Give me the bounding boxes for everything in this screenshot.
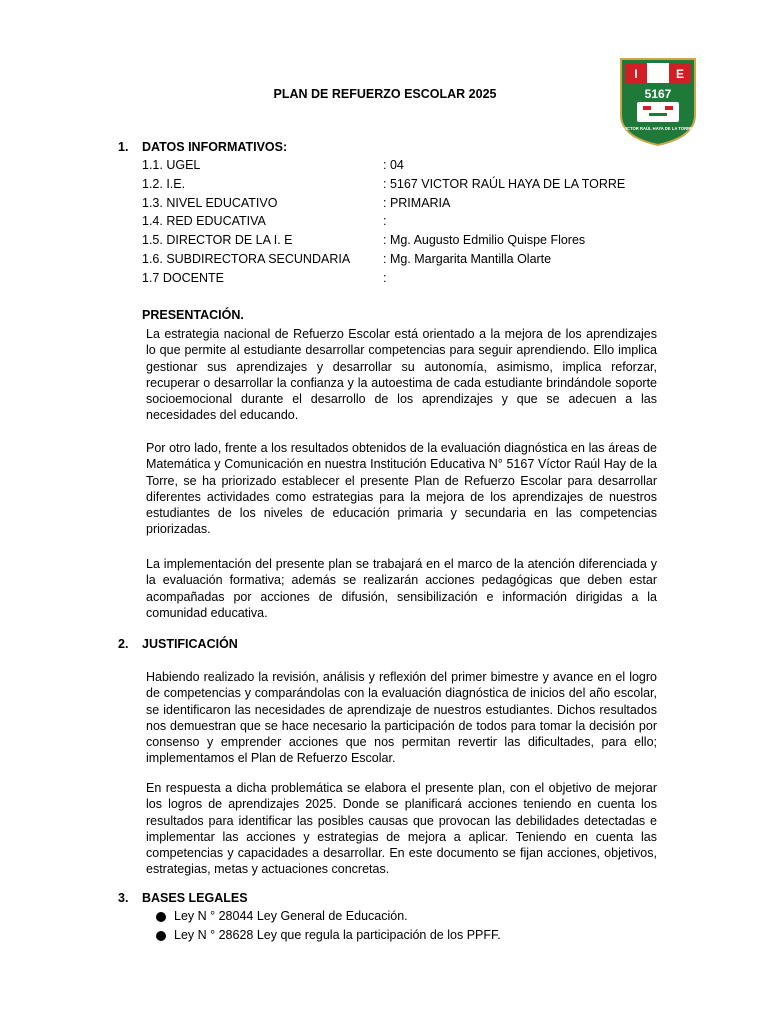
presentacion-paragraph-2: Por otro lado, frente a los resultados obtenidos de la evaluación diagnóstica en las áreas de Matemática y Comunicación en nuestra Institución Educativa N° 5167 Víctor Raúl Hay de la Torre, se ha priorizado establecer el presente Plan de Refuerzo Escolar para desarrollar diferentes actividades como estrategias para la mejora de los aprendizajes de nuestros estudiantes de los niveles de educación primaria y secundaria en las competencias priorizadas.: [146, 441, 657, 537]
section-3-heading: BASES LEGALES: [142, 891, 248, 905]
info-value: : PRIMARIA: [383, 196, 451, 210]
info-row-ie: [142, 177, 662, 195]
info-label: 1.1. UGEL: [142, 158, 201, 172]
section-2-number: 2.: [118, 637, 129, 651]
info-label: 1.2. I.E.: [142, 177, 186, 191]
info-value: : Mg. Margarita Mantilla Olarte: [383, 252, 552, 266]
presentacion-paragraph-3: La implementación del presente plan se trabajará en el marco de la atención diferenciada y la evaluación formativa; además se realizarán acciones pedagógicas que deben estar acompañadas por acciones de difusión, sensibilización e información dirigidas a la comunidad educativa.: [146, 557, 657, 620]
info-label: 1.4. RED EDUCATIVA: [142, 214, 266, 228]
info-value: :: [383, 271, 387, 285]
info-value: :: [383, 214, 387, 228]
info-label: 1.3. NIVEL EDUCATIVO: [142, 196, 278, 210]
list-item-text: Ley N ° 28044 Ley General de Educación.: [174, 909, 408, 923]
info-row-red: [142, 214, 662, 232]
section-1-heading: DATOS INFORMATIVOS:: [142, 140, 288, 154]
school-logo: [619, 57, 697, 147]
info-value: : 5167 VICTOR RAÚL HAYA DE LA TORRE: [383, 177, 626, 191]
svg-text:E: E: [675, 67, 685, 81]
info-label: 1.6. SUBDIRECTORA SECUNDARIA: [142, 252, 351, 266]
presentacion-heading: PRESENTACIÓN.: [142, 308, 244, 322]
section-1-number: 1.: [118, 140, 129, 154]
svg-text:I: I: [634, 67, 638, 81]
info-label: 1.5. DIRECTOR DE LA I. E: [142, 233, 293, 247]
info-row-nivel: [142, 196, 662, 214]
info-row-subdirectora: [142, 252, 662, 270]
info-row-director: [142, 233, 662, 251]
bullet-icon: [156, 912, 166, 922]
justificacion-paragraph-2: En respuesta a dicha problemática se elabora el presente plan, con el objetivo de mejorar los logros de aprendizajes 2025. Donde se planificará acciones teniendo en cuenta los resultados para identificar las posibles causas que provocan las debilidades detectadas e implementar las acciones y estrategias de mejora a aplicar. Teniendo en cuenta las competencias y capacidades a desarrollar. En este documento se fijan acciones, objetivos, estrategias, metas y actuaciones concretas.: [146, 781, 657, 877]
presentacion-paragraph-1: La estrategia nacional de Refuerzo Escolar está orientado a la mejora de los aprendizajes lo que permite al estudiante desarrollar competencias para seguir aprendiendo. Ello implica gestionar sus aprendizajes y desarrollar su autonomía, asimismo, implica reforzar, recuperar o desarrollar la confianza y la autoestima de cada estudiante brindándole soporte socioemocional durante el desarrollo de los aprendizajes y que se adecuen a las necesidades del educando.: [146, 327, 657, 423]
info-value: : 04: [383, 158, 404, 172]
bullet-icon: [156, 931, 166, 941]
section-2-heading: JUSTIFICACIÓN: [142, 637, 238, 651]
info-row-ugel: [142, 158, 662, 176]
section-3-number: 3.: [118, 891, 129, 905]
document-title: PLAN DE REFUERZO ESCOLAR 2025: [273, 87, 497, 101]
svg-text:5167: 5167: [644, 87, 672, 101]
svg-text:"VICTOR RAÚL HAYA DE LA TORRE": "VICTOR RAÚL HAYA DE LA TORRE": [621, 126, 695, 131]
info-value: : Mg. Augusto Edmilio Quispe Flores: [383, 233, 586, 247]
info-row-docente: [142, 271, 662, 289]
list-item-text: Ley N ° 28628 Ley que regula la participación de los PPFF.: [174, 928, 501, 942]
justificacion-paragraph-1: Habiendo realizado la revisión, análisis y reflexión del primer bimestre y avance en el logro de competencias y comparándolas con la evaluación diagnóstica de inicios del año escolar, se identificaron las necesidades de aprendizaje de nuestros estudiantes. Dichos resultados nos demuestran que se hace necesario la participación de todos para tomar la decisión por consenso y emprender acciones que nos permitan revertir las dificultades, para ello; implementamos el Plan de Refuerzo Escolar.: [146, 670, 657, 766]
info-label: 1.7 DOCENTE: [142, 271, 224, 285]
